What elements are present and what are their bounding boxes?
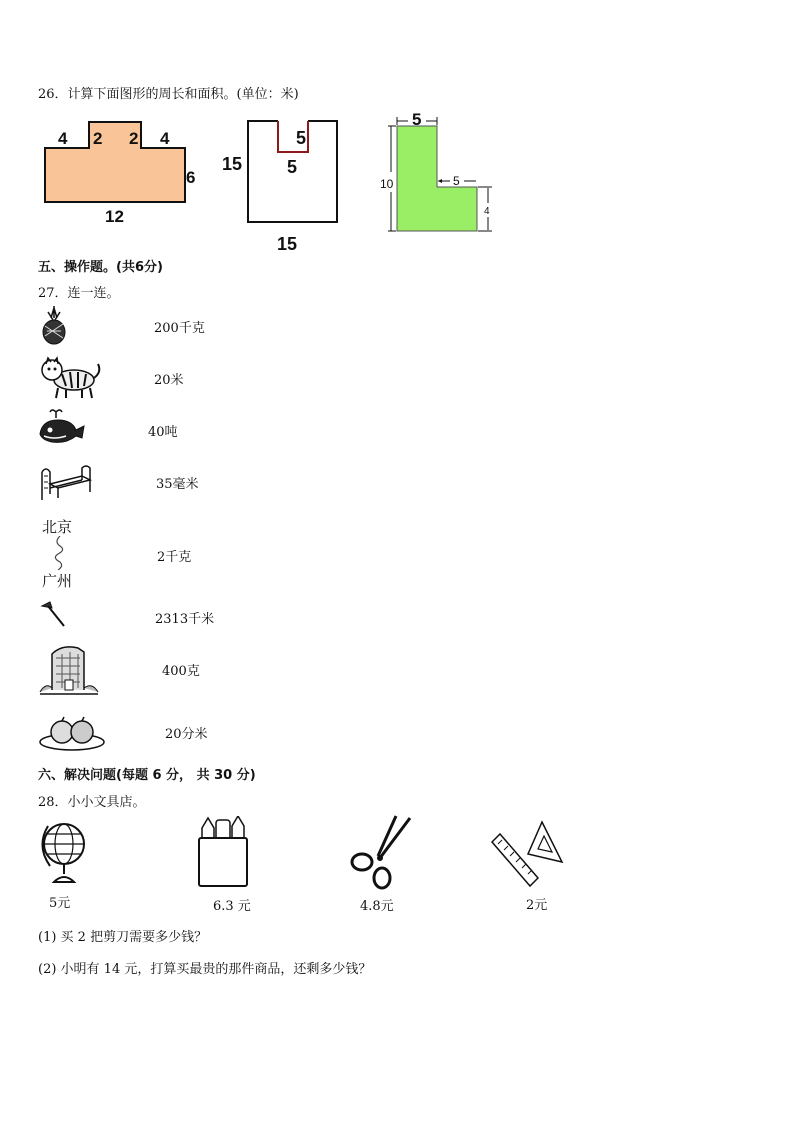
apple-plate-icon	[38, 712, 106, 752]
figure-notch-square	[218, 112, 346, 258]
building-icon	[38, 642, 100, 696]
match-label-5: 2千克	[157, 550, 192, 565]
whale-icon	[36, 408, 86, 448]
route-map-icon	[48, 536, 72, 570]
dim-side: 15	[222, 154, 243, 174]
pencil-cup-icon	[194, 816, 254, 890]
price-ruler-set: 2元	[526, 898, 548, 913]
bed-icon	[38, 458, 92, 502]
match-label-2: 20米	[154, 373, 184, 388]
nail-icon	[40, 600, 68, 630]
city-guangzhou: 广州	[42, 572, 73, 590]
dim-notch-bottom: 5	[287, 157, 298, 177]
dim-base: 12	[105, 207, 124, 226]
pineapple-icon	[38, 306, 70, 346]
dim-top: 5	[412, 110, 422, 129]
ruler-set-icon	[488, 818, 564, 890]
price-globe: 5元	[49, 896, 71, 911]
dim-mid2: 2	[129, 129, 139, 148]
dim-right: 4	[484, 206, 490, 217]
match-label-1: 200千克	[154, 321, 205, 336]
dim-height: 6	[186, 168, 196, 187]
dim-left: 4	[58, 129, 68, 148]
tiger-icon	[36, 352, 104, 400]
q27-title: 27．连一连。	[38, 286, 120, 301]
figure-step-shape	[38, 112, 198, 230]
section-five-title: 五、操作题。(共6分)	[38, 260, 163, 275]
l-shape-polygon	[397, 126, 477, 231]
dim-base: 15	[277, 234, 298, 254]
q28-sub1: (1) 买 2 把剪刀需要多少钱？	[38, 930, 208, 945]
dim-step: 5	[453, 174, 460, 188]
dim-height: 10	[380, 177, 394, 191]
globe-icon	[38, 816, 90, 888]
match-label-8: 20分米	[165, 727, 208, 742]
section-six-title: 六、解决问题(每题 6 分， 共 30 分)	[38, 768, 256, 783]
scissors-icon	[348, 814, 416, 892]
dim-mid1: 2	[93, 129, 103, 148]
dim-right: 4	[160, 129, 170, 148]
dim-notch-top: 5	[296, 128, 307, 148]
figure-l-shape	[378, 108, 496, 236]
match-label-7: 400克	[162, 664, 200, 679]
city-beijing: 北京	[42, 518, 73, 536]
match-label-4: 35毫米	[156, 477, 199, 492]
price-pencil-cup: 6.3 元	[213, 899, 251, 914]
match-label-6: 2313千米	[155, 612, 215, 627]
price-scissors: 4.8元	[360, 899, 394, 914]
q28-title: 28．小小文具店。	[38, 795, 146, 810]
match-label-3: 40吨	[148, 425, 178, 440]
q28-sub2: (2) 小明有 14 元，打算买最贵的那件商品，还剩多少钱？	[38, 962, 372, 977]
q26-title: 26．计算下面图形的周长和面积。(单位：米)	[38, 87, 299, 102]
